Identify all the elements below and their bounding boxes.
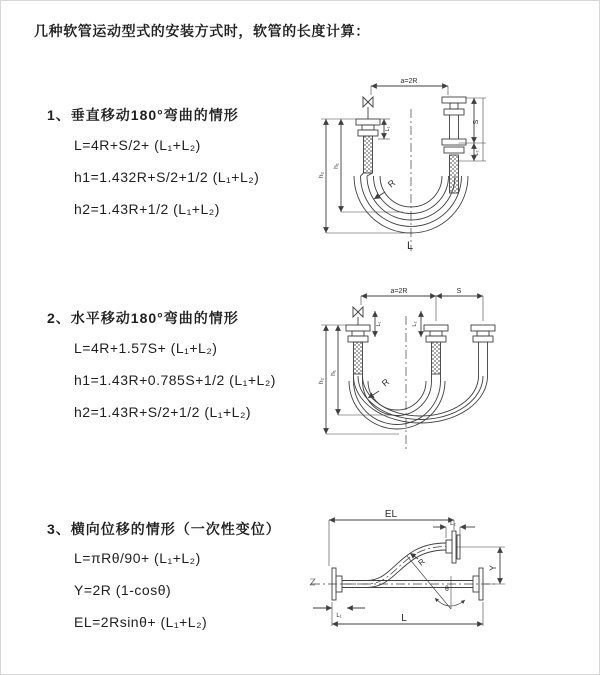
dim-label-l2: L₂ — [474, 150, 480, 156]
dim-label-l-total: L — [407, 240, 414, 252]
dimension-l-total — [332, 602, 483, 626]
dim-label-y: Y — [488, 564, 498, 572]
dimension-el — [329, 509, 454, 566]
dim-label-l: L — [401, 613, 407, 624]
dim-label-a2r: a=2R — [390, 288, 408, 295]
valve-icon — [363, 97, 373, 119]
diagram-horizontal-180-bend — [311, 281, 591, 461]
right-pipe-fitting — [442, 97, 466, 193]
hose-u-bend-position-2 — [354, 376, 488, 423]
dim-label-h2: h₂ — [318, 171, 325, 179]
formula-line: h1=1.43R+0.785S+1/2 (L₁+L₂) — [74, 372, 276, 388]
section-2-heading: 2、水平移动180°弯曲的情形 — [47, 310, 239, 326]
dimension-s — [459, 98, 487, 143]
valve-icon — [353, 307, 363, 325]
dimension-s — [361, 288, 483, 321]
section-1-heading: 1、垂直移动180°弯曲的情形 — [47, 107, 239, 123]
dim-label-h2: h₂ — [318, 377, 325, 385]
formula-line: Y=2R (1-cosθ) — [74, 582, 172, 598]
section-3-heading: 3、横向位移的情形（一次性变位） — [47, 521, 281, 537]
dim-label-a2r: a=2R — [400, 78, 418, 85]
dim-label-el: EL — [384, 509, 398, 520]
left-pipe-fitting — [356, 119, 380, 173]
dim-label-l1: L₁ — [376, 321, 382, 327]
section-2-formulas — [74, 332, 276, 428]
braided-hose-section — [364, 136, 373, 173]
braided-hose-section — [354, 342, 363, 374]
dimension-l2 — [459, 98, 487, 161]
diagram-lateral-displacement — [299, 506, 599, 646]
dim-label-l2: L₂ — [412, 321, 418, 327]
dim-label-h1: h₁ — [330, 370, 337, 376]
formula-line: L=4R+1.57S+ (L₁+L₂) — [74, 340, 218, 356]
dimension-a2r — [361, 288, 436, 296]
diagram-vertical-180-bend — [311, 71, 591, 266]
middle-pipe-fitting — [424, 325, 448, 374]
dim-label-s: S — [473, 119, 480, 125]
dimension-a2r — [371, 78, 448, 95]
dim-label-l2: L₂ — [450, 521, 456, 527]
dimension-l1 — [375, 311, 382, 337]
dimension-y — [456, 547, 505, 584]
dimension-l2 — [412, 311, 421, 337]
section-1-formulas — [74, 129, 259, 225]
formula-line: h2=1.43R+1/2 (L₁+L₂) — [74, 201, 220, 217]
bend-angle-construction — [407, 556, 465, 609]
dim-label-s: S — [456, 288, 462, 295]
formula-line: L=πRθ/90+ (L₁+L₂) — [74, 550, 201, 566]
formula-line: EL=2Rsinθ+ (L₁+L₂) — [74, 614, 208, 630]
dimension-l1 — [313, 608, 365, 619]
left-pipe-fitting — [346, 325, 370, 374]
section-3-formulas — [74, 542, 207, 638]
dim-label-r: R — [385, 177, 398, 190]
right-pipe-fitting — [471, 325, 495, 376]
formula-line: L=4R+S/2+ (L₁+L₂) — [74, 137, 201, 153]
braided-hose-section — [432, 342, 441, 374]
dim-label-r: R — [416, 556, 427, 568]
radius-callout — [374, 177, 398, 199]
dim-label-l1: L₁ — [336, 613, 342, 619]
dim-label-r: R — [379, 376, 392, 389]
dim-label-l1: L₁ — [385, 126, 391, 132]
angle-label-theta: θ — [445, 586, 449, 593]
formula-line: h2=1.43R+S/2+1/2 (L₁+L₂) — [74, 404, 252, 420]
page-title: 几种软管运动型式的安装方式时，软管的长度计算： — [34, 23, 370, 39]
dim-label-h1: h₁ — [333, 163, 340, 169]
formula-line: h1=1.432R+S/2+1/2 (L₁+L₂) — [74, 169, 260, 185]
